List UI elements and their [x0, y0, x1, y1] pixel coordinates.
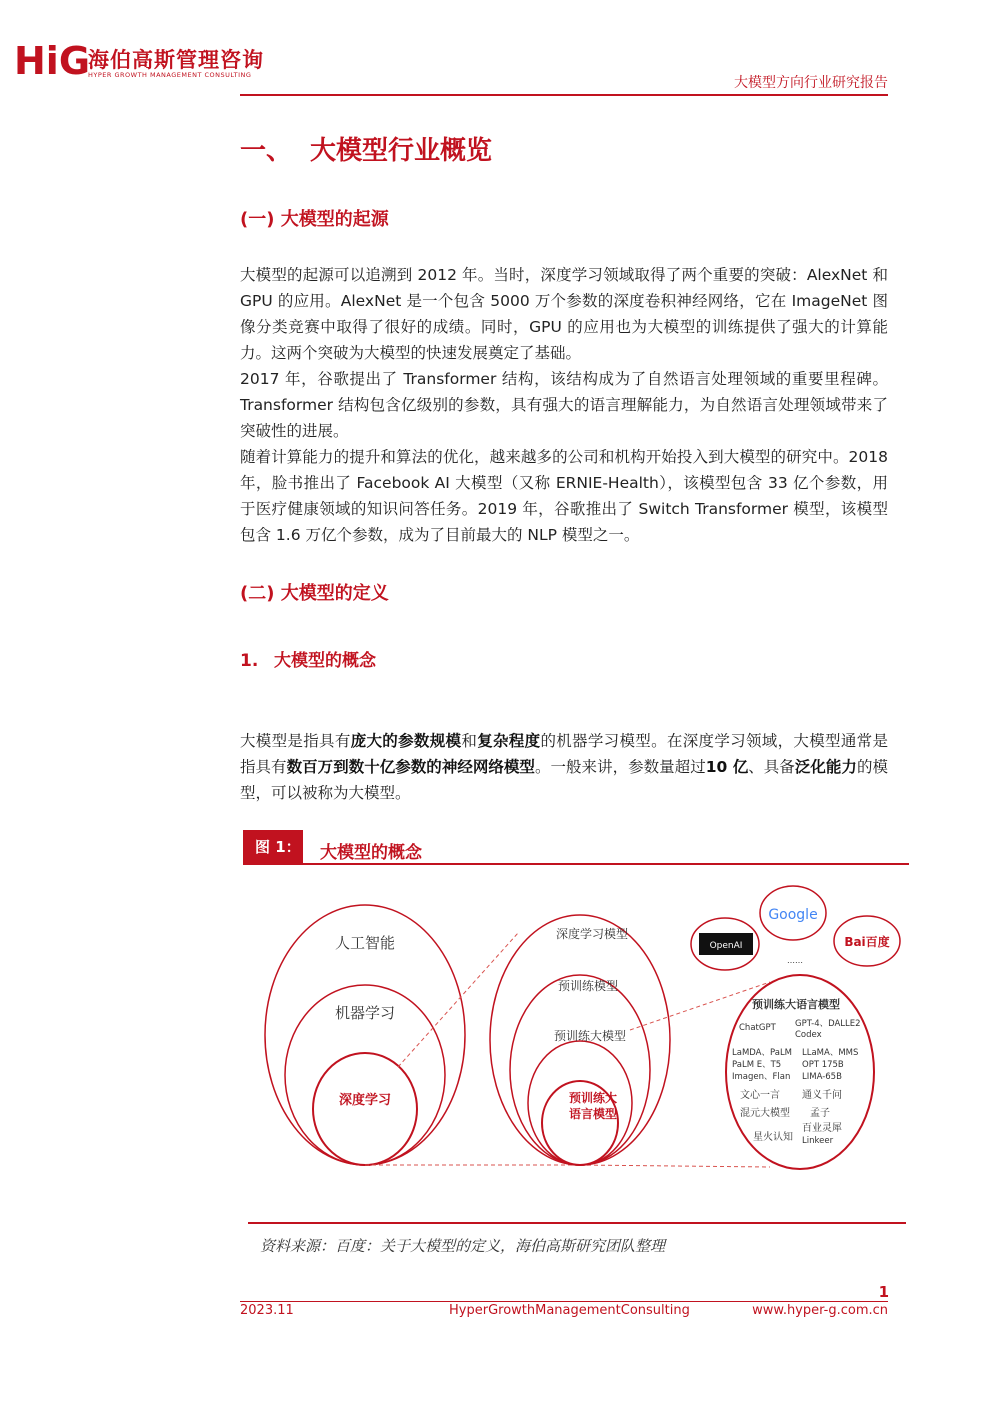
- origin-text: [240, 262, 888, 548]
- section-heading: [240, 130, 492, 167]
- concept-diagram: [250, 875, 910, 1215]
- def-text-4: 。一般来讲，参数量超过: [534, 758, 706, 776]
- label-ml: 机器学习: [334, 1004, 396, 1022]
- label-dl-model: 深度学习模型: [555, 927, 629, 941]
- section-number: 一、: [240, 136, 293, 166]
- figure-title: 大模型的概念: [320, 843, 422, 863]
- header-divider: [240, 94, 888, 96]
- model-chatgpt: ChatGPT: [739, 1023, 776, 1033]
- figure-label-box: [243, 830, 303, 864]
- figure-top-rule: [243, 863, 909, 865]
- subsection-definition-heading: (二) 大模型的定义: [240, 583, 389, 604]
- model-codex: Codex: [795, 1030, 822, 1040]
- figure-bottom-rule: [248, 1222, 906, 1224]
- def-bold-4: 10 亿: [705, 758, 749, 776]
- section-title: 大模型行业概览: [310, 136, 493, 166]
- connector-dl-top: [398, 933, 518, 1067]
- model-xinghuo: 星火认知: [753, 1132, 793, 1143]
- origin-paragraph-2: 2017 年，谷歌提出了 Transformer 结构，该结构成为了自然语言处理领域的重要里程碑。Transformer 结构包含亿级别的参数，具有强大的语言理解能力，为自然语言处理领域带来了突破性的进展。: [240, 370, 888, 440]
- model-wenxin: 文心一言: [740, 1090, 780, 1101]
- origin-paragraph-3: 随着计算能力的提升和算法的优化，越来越多的公司和机构开始投入到大模型的研究中。2018 年，脸书推出了 Facebook AI 大模型（又称 ERNIE-Health），该模型包含 33 亿个参数，用于医疗健康领域的知识问答任务。2019 年，谷歌推出了 Switch Transformer 模型，该模型包含 1.6 万亿个参数，成为了目前最大的 NLP 模型之一。: [240, 448, 888, 544]
- def-text-2: 和: [461, 732, 478, 750]
- circle-dl: [313, 1053, 417, 1165]
- subsection-origin-heading: (一) 大模型的起源: [240, 209, 389, 230]
- def-bold-3: 数百万到数十亿参数的神经网络模型: [286, 758, 535, 776]
- logo-chinese-name: 海伯高斯管理咨询: [88, 48, 264, 72]
- model-imagen: Imagen、Flan: [732, 1072, 791, 1082]
- model-hunyuan: 混元大模型: [740, 1108, 790, 1119]
- footer-divider: [240, 1301, 888, 1302]
- label-dl: 深度学习: [338, 1093, 392, 1108]
- concept-number: 1.: [240, 651, 259, 671]
- model-lamda: LaMDA、PaLM: [732, 1048, 793, 1058]
- model-mengzi: 孟子: [810, 1108, 830, 1119]
- figure-source: 资料来源：百度：关于大模型的定义，海伯高斯研究团队整理: [260, 1237, 666, 1255]
- def-text-5: 、具备: [748, 758, 795, 776]
- def-bold-2: 复杂程度: [477, 732, 541, 750]
- figure-label: 图 1：: [255, 838, 301, 856]
- connector-llm-bottom: [580, 1165, 770, 1167]
- label-pretrained-llm-2: 语言模型: [568, 1107, 618, 1121]
- concept-heading: [240, 646, 376, 671]
- circle-pretrained: [510, 975, 650, 1165]
- footer-company: HyperGrowthManagementConsulting: [449, 1303, 690, 1318]
- model-linkeer: Linkeer: [802, 1136, 834, 1146]
- label-pretrained: 预训练模型: [557, 979, 619, 993]
- logo-english-name: HYPER GROWTH MANAGEMENT CONSULTING: [88, 71, 252, 79]
- footer-website: www.hyper-g.com.cn: [752, 1303, 888, 1318]
- footer-date: 2023.11: [240, 1303, 294, 1318]
- def-text-1: 大模型是指具有: [240, 732, 351, 750]
- model-gpt4: GPT-4、DALLE2: [795, 1019, 861, 1029]
- concept-title: 大模型的概念: [274, 651, 376, 671]
- llm-examples-title: 预训练大语言模型: [752, 998, 840, 1011]
- google-logo: Google: [768, 907, 818, 923]
- def-bold-5: 泛化能力: [794, 758, 857, 776]
- model-lima: LIMA-65B: [802, 1072, 842, 1082]
- def-text-6: 的模型，可以被称为大模型。: [240, 758, 888, 802]
- model-llama: LLaMA、MMS: [802, 1048, 859, 1058]
- model-palme: PaLM E、T5: [732, 1060, 782, 1070]
- report-title: 大模型方向行业研究报告: [734, 75, 888, 91]
- label-pretrained-large: 预训练大模型: [553, 1029, 627, 1043]
- label-pretrained-llm-1: 预训练大: [568, 1091, 618, 1105]
- def-bold-1: 庞大的参数规模: [350, 732, 462, 750]
- openai-logo: OpenAI: [709, 941, 743, 951]
- model-opt: OPT 175B: [802, 1060, 844, 1070]
- llm-examples-list: [732, 1019, 861, 1146]
- def-text-3: 的机器学习模型。在深度学习领域，大模型通常是指具有: [240, 732, 888, 776]
- origin-paragraph-1: 大模型的起源可以追溯到 2012 年。当时，深度学习领域取得了两个重要的突破：AlexNet 和 GPU 的应用。AlexNet 是一个包含 5000 万个参数的深度卷积神经网络，它在 ImageNet 图像分类竞赛中取得了很好的成绩。同时，GPU 的应用也为大模型的训练提供了强大的计算能力。这两个突破为大模型的快速发展奠定了基础。: [240, 266, 888, 362]
- company-logo: [14, 39, 91, 83]
- model-tongyi: 通义千问: [802, 1090, 842, 1101]
- logo-letters: HiG: [14, 39, 91, 83]
- model-baiye: 百业灵犀: [802, 1123, 842, 1134]
- label-ai: 人工智能: [334, 934, 396, 952]
- definition-text: [240, 728, 888, 806]
- baidu-logo: Bai百度: [844, 935, 890, 949]
- page-number: 1: [878, 1283, 889, 1301]
- logos-ellipsis: ……: [787, 956, 803, 965]
- definition-paragraph: [240, 728, 888, 806]
